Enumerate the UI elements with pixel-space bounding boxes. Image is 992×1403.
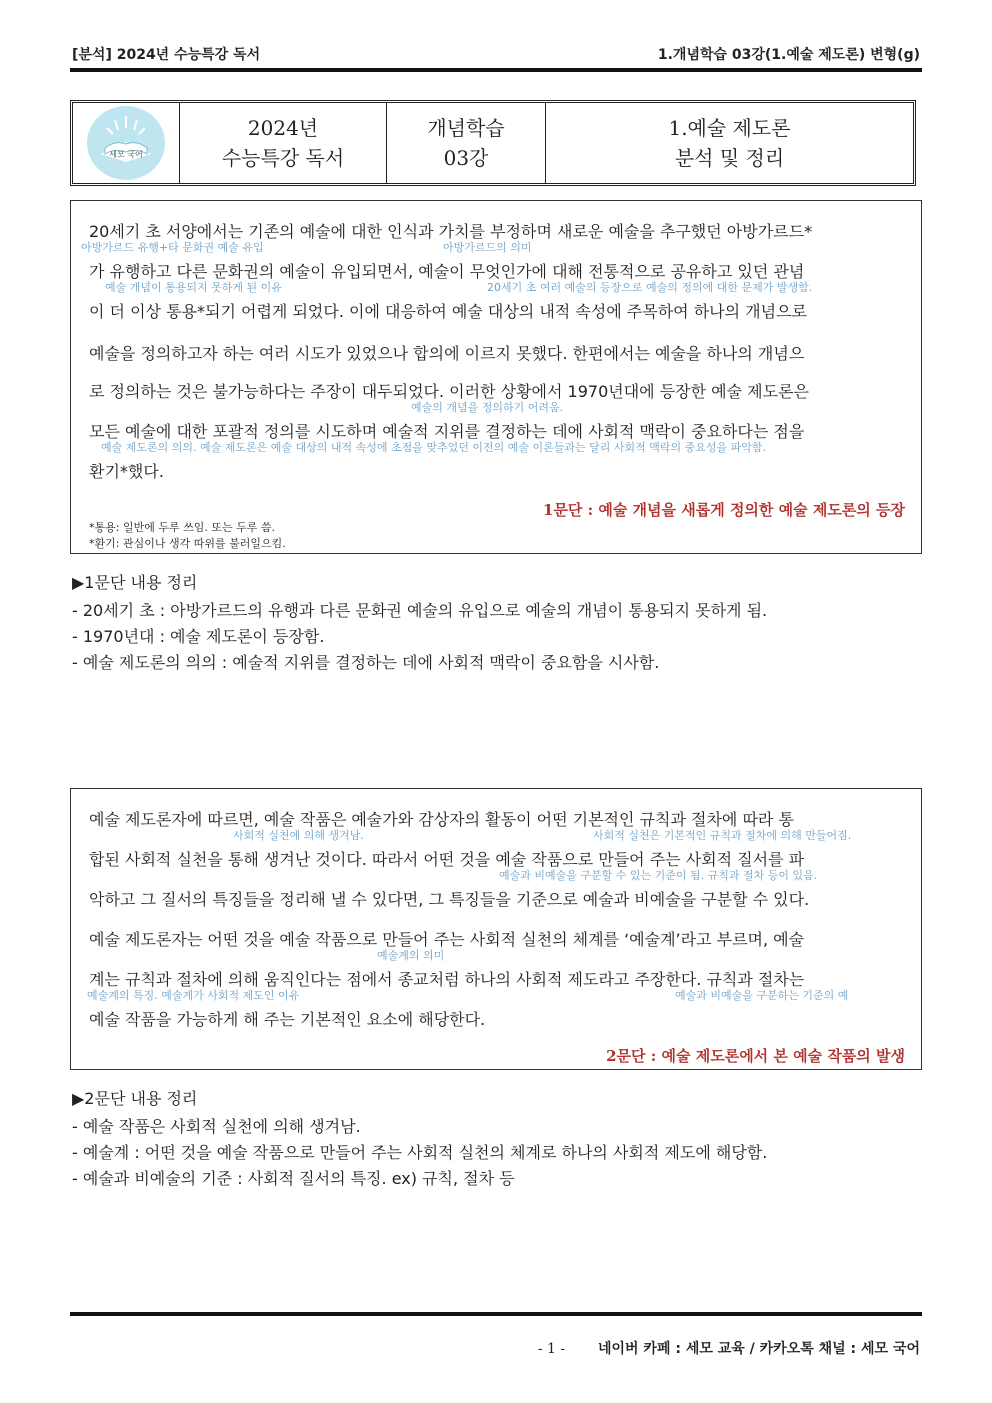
para2-line: 예술 제도론자에 따르면, 예술 작품은 예술가와 감상자의 활동이 어떤 기본적인 규칙과 절차에 따라 통 [89, 810, 794, 829]
para1-annotation: 예술 제도론의 의의. 예술 제도론은 예술 대상의 내적 속성에 초점을 맞추었던 이전의 예술 이론들과는 달리 사회적 맥락의 중요성을 파악함. [101, 441, 766, 454]
para1-line: 20세기 초 서양에서는 기존의 예술에 대한 인식과 가치를 부정하며 새로운 예술을 추구했던 아방가르드* [89, 222, 813, 241]
title-topic: 1.예술 제도론 [668, 116, 791, 140]
footer [538, 1338, 920, 1358]
page-number: - 1 - [537, 1341, 566, 1357]
bottom-rule [70, 1312, 922, 1316]
section1-item: - 1970년대 : 예술 제도론이 등장함. [72, 627, 325, 646]
top-rule [70, 68, 922, 72]
para2-summary: 2문단 : 예술 제도론에서 본 예술 작품의 발생 [606, 1047, 905, 1065]
section2-item: - 예술계 : 어떤 것을 예술 작품으로 만들어 주는 사회적 실천의 체계로 하나의 사회적 제도에 해당함. [72, 1143, 768, 1162]
para1-line: 로 정의하는 것은 불가능하다는 주장이 대두되었다. 이러한 상황에서 1970년대에 등장한 예술 제도론은 [89, 382, 809, 401]
para2-line: 계는 규칙과 절차에 의해 움직인다는 점에서 종교처럼 하나의 사회적 제도라고 주장한다. 규칙과 절차는 [89, 970, 805, 989]
para1-annotation: 예술 개념이 통용되지 못하게 된 이유 [105, 281, 282, 294]
para2-annotation: 사회적 실천에 의해 생겨남. [233, 829, 364, 842]
para1-summary: 1문단 : 예술 개념을 새롭게 정의한 예술 제도론의 등장 [542, 501, 905, 519]
para2-line: 합된 사회적 실천을 통해 생겨난 것이다. 따라서 어떤 것을 예술 작품으로 만들어 주는 사회적 질서를 파 [89, 850, 805, 869]
section2-item: - 예술 작품은 사회적 실천에 의해 생겨남. [72, 1117, 361, 1136]
para2-annotation: 예술계의 특징. 예술계가 사회적 제도인 이유 [87, 989, 300, 1002]
para1-line: 모든 예술에 대한 포괄적 정의를 시도하며 예술적 지위를 결정하는 데에 사회적 맥락이 중요하다는 점을 [89, 422, 805, 441]
para1-line: 예술을 정의하고자 하는 여러 시도가 있었으나 합의에 이르지 못했다. 한편에서는 예술을 하나의 개념으 [89, 344, 805, 363]
para1-annotation: 아방가르드 유행+타 문화권 예술 유입 [81, 241, 264, 254]
header-left: [분석] 2024년 수능특강 독서 [72, 47, 261, 63]
book-logo-icon [87, 106, 165, 180]
para2-annotation: 예술계의 의미 [377, 949, 445, 962]
section1-item: - 20세기 초 : 아방가르드의 유행과 다른 문화권 예술의 유입으로 예술의 개념이 통용되지 못하게 됨. [72, 601, 768, 620]
para2-annotation: 사회적 실천은 기본적인 규칙과 절차에 의해 만들어짐. [593, 829, 852, 842]
section1-item: - 예술 제도론의 의의 : 예술적 지위를 결정하는 데에 사회적 맥락이 중요함을 시사함. [72, 653, 660, 672]
para2-line: 예술 작품을 가능하게 해 주는 기본적인 요소에 해당한다. [89, 1010, 486, 1029]
logo-cell [73, 103, 180, 183]
para1-line: 이 더 이상 통용*되기 어렵게 되었다. 이에 대응하여 예술 대상의 내적 속성에 주목하여 하나의 개념으로 [89, 302, 807, 321]
title-table [70, 100, 916, 186]
para1-line: 가 유행하고 다른 문화권의 예술이 유입되면서, 예술이 무엇인가에 대해 전통적으로 공유하고 있던 관념 [89, 262, 805, 281]
para2-annotation: 예술과 비예술을 구분하는 기준의 예 [675, 989, 849, 1002]
footnote: *환기: 관심이나 생각 따위를 불러일으킴. [89, 537, 286, 550]
header-right: 1.개념학습 03강(1.예술 제도론) 변형(g) [657, 47, 920, 63]
title-unit: 개념학습 [427, 116, 505, 140]
title-col-3 [546, 103, 914, 183]
title-col-2 [387, 103, 546, 183]
title-lesson: 03강 [443, 146, 489, 170]
section2-item: - 예술과 비예술의 기준 : 사회적 질서의 특징. ex) 규칙, 절차 등 [72, 1169, 515, 1188]
para1-line: 환기*했다. [89, 462, 164, 481]
paragraph-2-box [70, 788, 922, 1070]
footer-contact: 네이버 카페 : 세모 교육 / 카카오톡 채널 : 세모 국어 [597, 1341, 920, 1357]
para2-line: 악하고 그 질서의 특징들을 정리해 낼 수 있다면, 그 특징들을 기준으로 예술과 비예술을 구분할 수 있다. [89, 890, 810, 909]
para1-annotation: 예술의 개념을 정의하기 어려움. [411, 401, 564, 414]
footnote: *통용: 일반에 두루 쓰임. 또는 두루 씀. [89, 521, 275, 534]
logo-text: 세모 국어 [109, 150, 143, 159]
title-subtitle: 분석 및 정리 [674, 146, 785, 170]
para1-annotation: 20세기 초 여러 예술의 등장으로 예술의 정의에 대한 문제가 발생함. [487, 281, 813, 294]
title-year: 2024년 [247, 116, 319, 140]
para1-annotation: 아방가르드의 의미 [443, 241, 532, 254]
para2-annotation: 예술과 비예술을 구분할 수 있는 기준이 됨. 규칙과 절차 등이 있음. [499, 869, 818, 882]
paragraph-1-box [70, 200, 922, 554]
section2-title: ▶2문단 내용 정리 [72, 1089, 198, 1108]
para2-line: 예술 제도론자는 어떤 것을 예술 작품으로 만들어 주는 사회적 실천의 체계를 ‘예술계’라고 부르며, 예술 [89, 930, 805, 949]
title-col-1 [180, 103, 387, 183]
title-book: 수능특강 독서 [221, 146, 345, 170]
section1-title: ▶1문단 내용 정리 [72, 573, 198, 592]
